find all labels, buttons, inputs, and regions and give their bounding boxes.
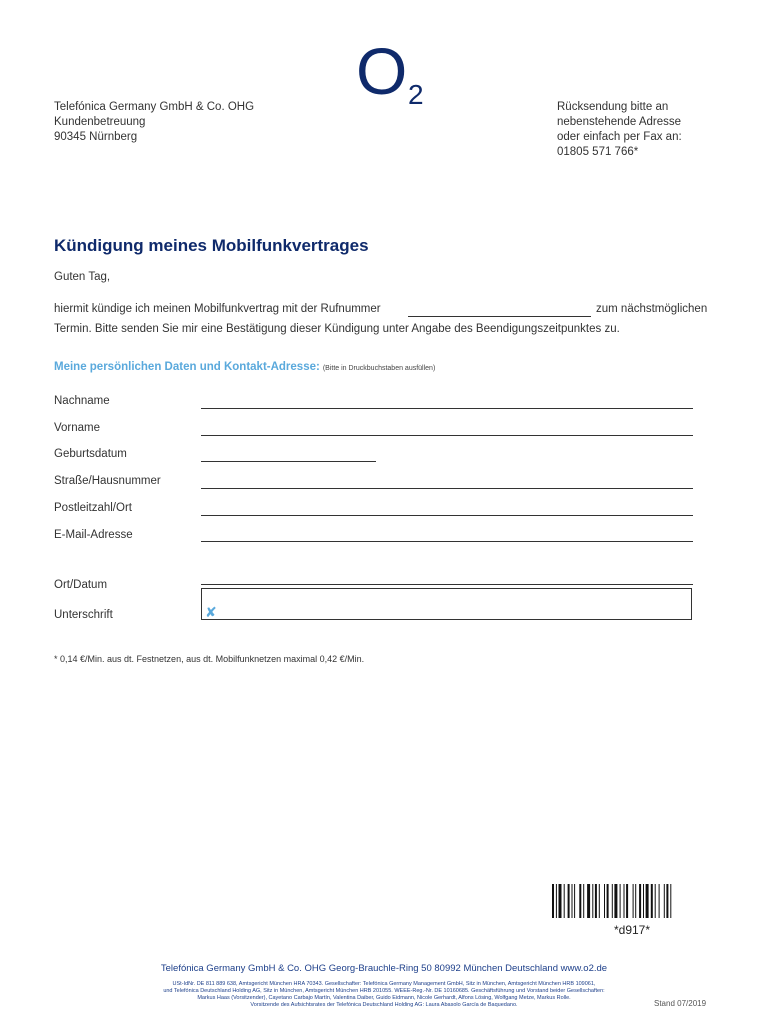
footer-legal-line: Vorsitzende des Aufsichtsrates der Telefónica Deutschland Holding AG: Laura Abasolo García de Baquedano.: [250, 1002, 518, 1008]
label-ortdatum: Ort/Datum: [54, 579, 108, 591]
nachname-field[interactable]: [201, 408, 693, 409]
footer-stand: Stand 07/2019: [654, 999, 707, 1008]
sender-line: 90345 Nürnberg: [54, 131, 138, 143]
email-field[interactable]: [201, 541, 693, 542]
label-plz: Postleitzahl/Ort: [54, 502, 132, 514]
label-strasse: Straße/Hausnummer: [54, 475, 161, 487]
greeting: Guten Tag,: [54, 271, 111, 283]
footer-legal-line: Markus Haas (Vorsitzender), Cayetano Carbajo Martín, Valentina Daiber, Guido Eidmann, Nicole Gerhardt, Alfons Lösing, Wolfgang Metze, Markus Rolle.: [197, 995, 571, 1001]
return-line: oder einfach per Fax an:: [557, 131, 682, 143]
return-fax-number: 01805 571 766*: [557, 146, 639, 158]
barcode-text: *d917*: [613, 923, 651, 937]
body-text-part1: hiermit kündige ich meinen Mobilfunkvertrag mit der Rufnummer: [54, 303, 381, 315]
footer-legal-line: USt-IdNr. DE 811 889 638, Amtsgericht München HRA 70343. Gesellschafter: Telefónica Germany Management GmbH, Sitz in München, Amtsgericht München HRB 109061,: [172, 981, 596, 987]
strasse-field[interactable]: [201, 488, 693, 489]
label-vorname: Vorname: [54, 422, 101, 434]
return-note: [557, 100, 682, 160]
rufnummer-field[interactable]: [408, 316, 591, 317]
footer-legal-line: und Telefónica Deutschland Holding AG, Sitz in München, Amtsgericht München HRB 201055. WEEE-Reg.-Nr. DE 10160685. Geschäftsführung und Vorstand beider Gesellschaften:: [163, 988, 605, 994]
logo-subscript: 2: [408, 79, 424, 108]
sender-line: Telefónica Germany GmbH & Co. OHG: [54, 101, 255, 113]
footnote: * 0,14 €/Min. aus dt. Festnetzen, aus dt. Mobilfunknetzen maximal 0,42 €/Min.: [54, 654, 365, 664]
body-text-line2: Termin. Bitte senden Sie mir eine Bestätigung dieser Kündigung unter Angabe des Beendigungszeitpunktes zu.: [54, 323, 620, 335]
return-line: nebenstehende Adresse: [557, 116, 682, 128]
return-line: Rücksendung bitte an: [557, 101, 669, 113]
signature-mark-icon: ✘: [205, 604, 217, 620]
sender-line: Kundenbetreuung: [54, 116, 146, 128]
barcode: [552, 884, 712, 918]
sender-address: [54, 100, 254, 145]
body-text-part2: zum nächstmöglichen: [596, 303, 708, 315]
footer-company: Telefónica Germany GmbH & Co. OHG Georg-Brauchle-Ring 50 80992 München Deutschland www.o2.de: [160, 963, 608, 974]
letter-title: Kündigung meines Mobilfunkvertrages: [54, 236, 369, 255]
plz-field[interactable]: [201, 515, 693, 516]
section-title-text: Meine persönlichen Daten und Kontakt-Adresse:: [54, 361, 320, 373]
signature-box[interactable]: [201, 588, 692, 620]
section-note: (Bitte in Druckbuchstaben ausfüllen): [322, 365, 436, 372]
label-geburtsdatum: Geburtsdatum: [54, 448, 127, 460]
section-title: [54, 361, 435, 373]
label-nachname: Nachname: [54, 395, 110, 407]
label-unterschrift: Unterschrift: [54, 609, 113, 621]
label-email: E-Mail-Adresse: [54, 529, 133, 541]
vorname-field[interactable]: [201, 435, 693, 436]
ortdatum-field[interactable]: [201, 584, 693, 585]
logo-letter: O: [356, 38, 408, 108]
o2-logo: [356, 38, 436, 108]
geburtsdatum-field[interactable]: [201, 461, 376, 462]
